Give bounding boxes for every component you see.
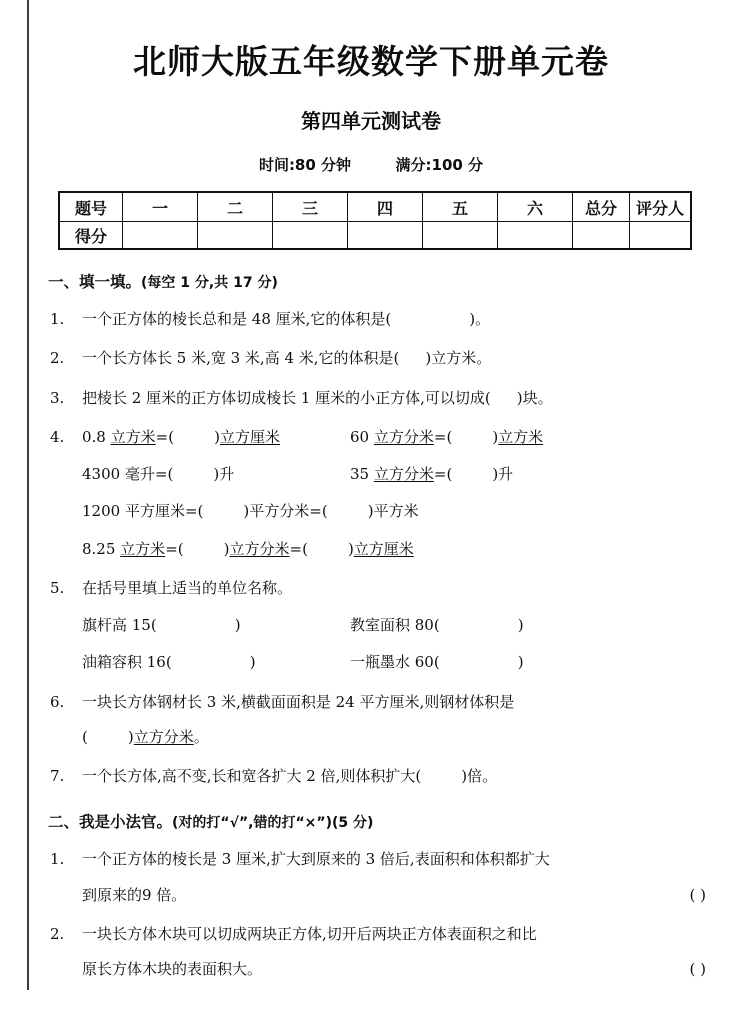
score-table-container [0,191,732,250]
score-cell-3[interactable] [273,222,348,250]
conv-unit-from: 立方分米 [373,465,434,483]
score-cell-6[interactable] [498,222,573,250]
question-number: 6. [50,692,65,711]
paren-close: ) [234,616,241,634]
score-table-header-5: 五 [423,192,498,222]
unit-pair-row-2 [82,651,732,674]
score-cell-rater[interactable] [630,222,692,250]
question-tail: )立方米。 [425,349,492,368]
conv-unit-3: 立方厘米 [353,539,414,558]
question-number: 1. [50,310,65,328]
score-table [58,191,692,250]
conversion-chain-volume [82,538,732,561]
period: 。 [193,727,209,746]
question-1-3 [0,387,732,410]
section-1-note: (每空 1 分,共 17 分) [141,275,278,291]
score-table-row-label: 得分 [59,222,123,250]
conv-unit-2: 平方分米 [249,502,310,521]
section-2-note: (对的打“√”,错的打“×”)(5 分) [172,815,374,832]
score-table-header-3: 三 [273,192,348,222]
score-cell-2[interactable] [198,222,273,250]
conv-unit-1: 平方厘米 [124,502,185,521]
section-heading-2 [0,810,732,832]
question-number: 7. [50,767,65,785]
equals-sign: = [184,502,198,521]
conv-unit-1: 立方米 [120,539,166,558]
question-text-line-2 [82,726,732,749]
unit-prompt-left: 油箱容积 16( [82,653,172,672]
question-number: 2. [50,349,65,368]
time-limit-label: 时间:80 分钟 [258,156,352,174]
conv-unit-from: 立方米 [110,427,156,446]
section-heading-1 [0,270,732,292]
score-table-header-1: 一 [123,192,198,222]
conv-unit-from: 立方分米 [373,427,434,446]
question-text-tail: 到原来的9 倍。 [82,885,187,904]
paren-close: ) [517,616,524,634]
page-title: 北师大版五年级数学下册单元卷 [133,42,609,81]
question-text: 一个长方体长 5 米,宽 3 米,高 4 米,它的体积是( [82,349,400,368]
paren-open: ( [197,502,204,521]
question-number: 4. [50,427,65,446]
question-number: 3. [50,388,65,407]
conversion-row-1 [82,426,732,449]
paren-close: ) [243,502,250,521]
equals-sign: = [433,465,447,483]
question-tail: )。 [469,310,491,328]
question-text-line-1: 一个正方体的棱长是 3 厘米,扩大到原来的 3 倍后,表面积和体积都扩大 [82,850,550,869]
unit-label: 立方分米 [133,727,194,746]
question-2-1 [0,848,732,907]
equals-sign: = [309,502,322,521]
question-1-4 [0,426,732,561]
conversion-row-2 [82,463,732,486]
score-table-header-4: 四 [348,192,423,222]
paren-close: ) [492,465,499,483]
paren-open: ( [446,465,453,483]
score-table-header-total: 总分 [573,192,630,222]
conv-unit-to: 立方厘米 [219,427,280,446]
section-2-title: 二、我是小法官。 [48,813,173,832]
conv-unit-to: 升 [219,465,235,483]
score-table-header-6: 六 [498,192,573,222]
question-1-2 [0,347,732,370]
paren-open: ( [167,465,174,483]
paren-close: ) [213,465,220,483]
question-number: 1. [50,850,65,869]
conv-unit-from: 毫升 [124,465,155,483]
paren-close: ) [347,539,354,558]
score-table-header-rater: 评分人 [630,192,692,222]
question-1-1 [0,308,732,331]
conv-value: 60 [350,427,374,446]
score-table-header-2: 二 [198,192,273,222]
true-false-answer-box[interactable]: ( ) [689,885,706,904]
conv-unit-3: 平方米 [373,502,419,521]
equals-sign: = [433,427,447,446]
question-text: 一个正方体的棱长总和是 48 厘米,它的体积是( [82,310,392,328]
question-text: 把棱长 2 厘米的正方体切成棱长 1 厘米的小正方体,可以切成( [82,388,491,407]
paren-open: ( [321,502,328,521]
unit-prompt-right: 教室面积 80( [350,616,440,634]
question-text-tail: 原长方体木块的表面积大。 [82,960,263,978]
page-subtitle: 第四单元测试卷 [301,109,441,133]
paren-close: ) [492,427,499,446]
equals-sign: = [155,427,169,446]
score-cell-1[interactable] [123,222,198,250]
conv-value: 1200 [82,502,125,521]
paren-open: ( [82,727,88,746]
paren-open: ( [177,539,184,558]
paren-close: ) [223,539,230,558]
question-text: 一个长方体,高不变,长和宽各扩大 2 倍,则体积扩大( [82,767,422,785]
score-cell-5[interactable] [423,222,498,250]
table-row-scores [59,222,691,250]
score-table-header-label: 题号 [59,192,123,222]
paren-close: ) [367,502,374,521]
paren-open: ( [446,427,453,446]
paren-close: ) [249,653,256,672]
question-1-7 [0,765,732,788]
table-row-headers [59,192,691,222]
question-tail: )块。 [516,388,553,407]
score-cell-4[interactable] [348,222,423,250]
question-text-line-1: 一块长方体木块可以切成两块正方体,切开后两块正方体表面积之和比 [82,924,537,943]
conv-unit-to: 升 [498,465,514,483]
unit-prompt-right: 一瓶墨水 60( [350,653,440,672]
equals-sign: = [165,539,178,558]
section-1-title: 一、填一填。 [48,273,142,291]
question-text-line-2 [82,958,732,981]
conv-value: 8.25 [82,539,121,558]
conv-unit-2: 立方分米 [229,539,290,558]
equals-sign: = [289,539,303,558]
question-number: 5. [50,578,65,597]
unit-pair-row-1 [82,614,732,637]
conv-value: 35 [350,465,374,483]
exam-meta [0,154,732,175]
question-tail: )倍。 [461,767,498,785]
question-2-2 [0,923,732,982]
paren-close: ) [517,653,524,672]
equals-sign: = [154,465,168,483]
question-number: 2. [50,924,65,943]
unit-prompt-left: 旗杆高 15( [82,616,157,634]
question-text-line-1: 一块长方体钢材长 3 米,横截面面积是 24 平方厘米,则钢材体积是 [82,692,515,711]
paren-open: ( [302,539,308,558]
question-1-5 [0,577,732,675]
conversion-chain-area [82,500,732,523]
conv-value: 0.8 [82,427,111,446]
conv-value: 4300 [82,465,125,483]
paren-open: ( [168,427,175,446]
conv-unit-to: 立方米 [498,427,544,446]
total-score-label: 满分:100 分 [395,156,484,174]
question-text-line-2 [82,884,732,907]
true-false-answer-box[interactable]: ( ) [689,960,706,978]
question-1-6 [0,691,732,750]
paren-close: ) [214,427,220,446]
question-text: 在括号里填上适当的单位名称。 [82,578,293,597]
score-cell-total[interactable] [573,222,630,250]
paren-close: ) [127,727,134,746]
